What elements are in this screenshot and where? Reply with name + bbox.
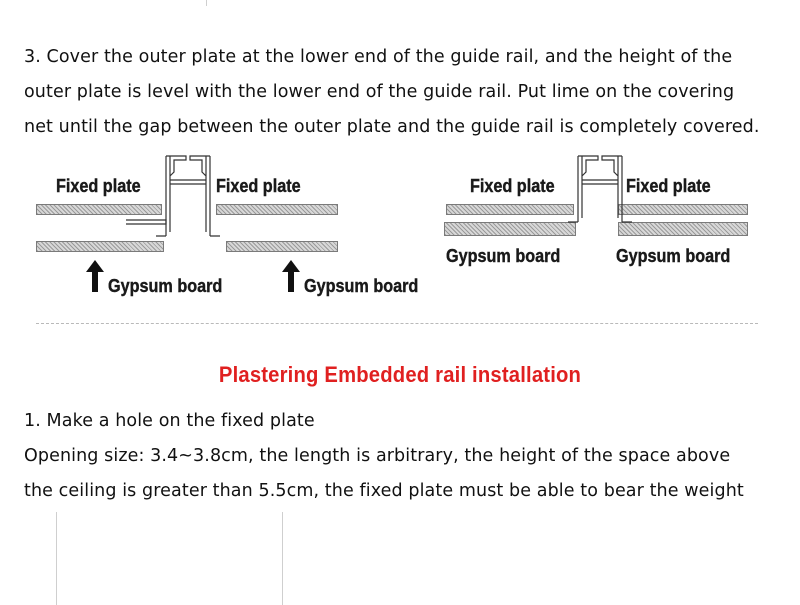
label-fixed-plate-left: Fixed plate <box>470 176 555 196</box>
label-gypsum-board-left: Gypsum board <box>108 276 223 296</box>
step-1-line-3: the ceiling is greater than 5.5cm, the fixed plate must be able to bear the weight <box>24 481 744 501</box>
guide-rail-profile-icon <box>126 152 226 242</box>
top-edge-mark <box>206 0 207 6</box>
gypsum-board-right <box>226 241 338 252</box>
image-frame-right-edge <box>282 512 283 605</box>
step-1-line-2: Opening size: 3.4~3.8cm, the length is arbitrary, the height of the space above <box>24 446 731 466</box>
label-gypsum-board-right: Gypsum board <box>616 246 731 266</box>
arrow-up-icon <box>282 260 300 292</box>
label-gypsum-board-right: Gypsum board <box>304 276 419 296</box>
label-fixed-plate-left: Fixed plate <box>56 176 141 196</box>
section-divider <box>36 323 758 324</box>
diagram-after-plastering <box>438 150 768 280</box>
label-fixed-plate-right: Fixed plate <box>626 176 711 196</box>
arrow-up-icon <box>86 260 104 292</box>
step-1-paragraph <box>24 404 794 509</box>
step-3-paragraph <box>24 40 794 145</box>
step-3-line-3: net until the gap between the outer plate and the guide rail is completely covered. <box>24 117 760 137</box>
diagram-before-plastering <box>28 150 448 310</box>
fixed-plate-right-board <box>216 204 338 215</box>
step-1-line-1: 1. Make a hole on the fixed plate <box>24 411 315 431</box>
section-heading: Plastering Embedded rail installation <box>218 362 582 387</box>
step-3-line-2: outer plate is level with the lower end of the guide rail. Put lime on the covering <box>24 82 735 102</box>
label-gypsum-board-left: Gypsum board <box>446 246 561 266</box>
step-3-line-1: 3. Cover the outer plate at the lower end of the guide rail, and the height of the <box>24 47 733 67</box>
gypsum-board-left <box>36 241 164 252</box>
guide-rail-profile-icon <box>548 152 648 242</box>
image-frame-left-edge <box>56 512 57 605</box>
label-fixed-plate-right: Fixed plate <box>216 176 301 196</box>
